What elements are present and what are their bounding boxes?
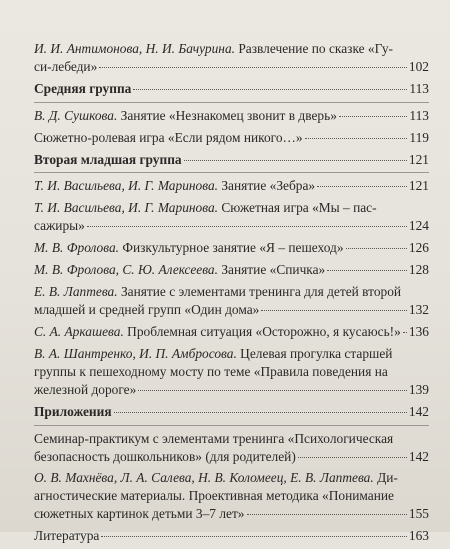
entry-text — [34, 301, 259, 319]
dot-leader — [138, 390, 407, 391]
section-title: Средняя группа — [34, 80, 132, 96]
toc-section — [34, 403, 429, 421]
toc-line — [34, 80, 429, 98]
page-number: 121 — [408, 151, 429, 167]
toc-line — [34, 301, 429, 319]
dot-leader — [87, 226, 407, 227]
dot-leader — [327, 270, 407, 271]
entry-title-part: группы к пешеходному мосту по теме «Правила поведения на — [34, 363, 388, 379]
page-number: 113 — [409, 80, 429, 96]
dot-leader — [247, 514, 407, 515]
entry-title-part: Физкультурное занятие «Я – пешеход» — [119, 240, 344, 256]
page-number: 142 — [408, 403, 429, 419]
toc-line — [34, 40, 429, 58]
entry-text — [34, 364, 388, 379]
entry-text — [34, 129, 303, 147]
entry-title-part: Семинар-практикум с элементами тренинга «Психологическая — [34, 430, 394, 446]
entry-author: В. А. Шантренко, И. П. Амбросова. — [34, 345, 237, 361]
toc-line — [34, 527, 429, 545]
page-number: 142 — [408, 448, 429, 464]
toc-line — [34, 345, 429, 363]
entry-title-part: Сюжетная игра «Мы – пас- — [218, 200, 377, 216]
page-number: 121 — [408, 178, 429, 194]
entry-text — [34, 505, 245, 523]
page-number: 155 — [408, 506, 429, 522]
toc-entry — [34, 430, 429, 466]
toc-line — [34, 487, 429, 505]
toc-line — [34, 129, 429, 147]
dot-leader — [261, 310, 407, 311]
entry-title-part: сюжетных картинок детьми 3–7 лет» — [34, 506, 245, 522]
entry-title-part: безопасность дошкольников» (для родителей) — [34, 448, 296, 464]
toc-entry — [34, 199, 429, 235]
toc-line — [34, 217, 429, 235]
section-title: Вторая младшая группа — [34, 151, 182, 167]
dot-leader — [133, 89, 407, 90]
page-number: 119 — [409, 129, 429, 145]
dot-leader — [317, 186, 407, 187]
entry-text — [34, 448, 296, 466]
entry-title-part: Занятие «Спичка» — [217, 262, 326, 278]
entry-title-part: Занятие «Зебра» — [218, 178, 316, 194]
toc-entry — [34, 107, 429, 125]
entry-text — [34, 323, 401, 341]
page-number: 136 — [408, 323, 429, 339]
page-number: 102 — [408, 59, 429, 74]
entry-text — [34, 527, 99, 545]
entry-text — [34, 177, 315, 195]
toc-entry — [34, 323, 429, 341]
toc-line — [34, 199, 429, 217]
page-number: 163 — [408, 528, 429, 544]
dot-leader — [305, 138, 408, 139]
entry-text — [34, 58, 97, 76]
entry-author: О. В. Махнёва, Л. А. Салева, Н. В. Коломеец, Е. В. Лаптева. — [34, 470, 374, 486]
toc-line — [34, 239, 429, 257]
toc-entry — [34, 177, 429, 195]
toc-entry — [34, 345, 429, 399]
dot-leader — [184, 160, 407, 161]
toc-entry — [34, 469, 429, 523]
entry-title-part: Сюжетно-ролевая игра «Если рядом никого…» — [34, 129, 303, 145]
page-number: 132 — [408, 302, 429, 318]
entry-text — [34, 217, 85, 235]
toc-entry — [34, 239, 429, 257]
entry-title-part: сажиры» — [34, 218, 85, 234]
dot-leader — [346, 248, 407, 249]
entry-author: М. В. Фролова, С. Ю. Алексеева. — [34, 262, 218, 278]
entry-text — [34, 488, 394, 503]
entry-text — [34, 431, 393, 446]
entry-text — [34, 470, 398, 485]
toc-line — [34, 323, 429, 341]
dot-leader — [99, 67, 407, 68]
toc-entry — [34, 40, 429, 76]
entry-author: М. В. Фролова. — [34, 240, 120, 256]
entry-title-part: Литература — [34, 528, 100, 544]
page-number: 113 — [409, 107, 429, 123]
page-number: 124 — [408, 218, 429, 234]
entry-title-part: си-лебеди» — [34, 59, 98, 74]
section-rule — [34, 172, 429, 173]
toc-entry — [34, 527, 429, 545]
toc-section — [34, 80, 429, 98]
dot-leader — [298, 457, 407, 458]
toc-line — [34, 177, 429, 195]
toc-line — [34, 58, 429, 76]
entry-title-part: Занятие с элементами тренинга для детей второй — [117, 284, 402, 300]
toc-entry — [34, 261, 429, 279]
entry-title-part: Развлечение по сказке «Гу- — [235, 41, 393, 56]
toc-section — [34, 151, 429, 169]
section-rule — [34, 102, 429, 103]
toc-line — [34, 403, 429, 421]
entry-author: Е. В. Лаптева. — [34, 284, 118, 300]
toc-line — [34, 261, 429, 279]
entry-text — [34, 381, 136, 399]
entry-author: В. Д. Сушкова. — [34, 107, 118, 123]
entry-title-part: Целевая прогулка старшей — [236, 345, 393, 361]
entry-text — [34, 346, 392, 361]
page-number: 128 — [408, 262, 429, 278]
entry-title-part: агностические материалы. Проективная методика «Понимание — [34, 488, 395, 504]
entry-title-part: железной дороге» — [34, 381, 137, 397]
table-of-contents — [34, 40, 429, 549]
toc-entry — [34, 283, 429, 319]
toc-entry — [34, 129, 429, 147]
entry-author: Т. И. Васильева, И. Г. Маринова. — [34, 178, 218, 194]
entry-text — [34, 41, 393, 56]
toc-line — [34, 469, 429, 487]
entry-title-part: Проблемная ситуация «Осторожно, я кусаюсь!» — [123, 323, 401, 339]
entry-title-part: Занятие «Незнакомец звонит в дверь» — [117, 107, 337, 123]
entry-text — [34, 239, 344, 257]
toc-line — [34, 151, 429, 169]
dot-leader — [101, 536, 407, 537]
entry-author: Т. И. Васильева, И. Г. Маринова. — [34, 200, 218, 216]
entry-title-part: Ди- — [373, 470, 398, 486]
toc-line — [34, 107, 429, 125]
dot-leader — [339, 116, 407, 117]
toc-line — [34, 381, 429, 399]
entry-text — [34, 107, 337, 125]
entry-title-part: младшей и средней групп «Один дома» — [34, 302, 260, 318]
toc-line — [34, 430, 429, 448]
entry-text — [34, 200, 377, 215]
toc-line — [34, 448, 429, 466]
section-rule — [34, 425, 429, 426]
toc-line — [34, 283, 429, 301]
toc-line — [34, 505, 429, 523]
entry-text — [34, 284, 401, 299]
dot-leader — [403, 332, 407, 333]
page-number: 139 — [408, 381, 429, 397]
entry-text — [34, 261, 325, 279]
toc-line — [34, 363, 429, 381]
page-number: 126 — [408, 240, 429, 256]
section-title: Приложения — [34, 403, 112, 419]
entry-author: И. И. Антимонова, Н. И. Бачурина. — [34, 41, 235, 56]
dot-leader — [114, 412, 407, 413]
entry-author: С. А. Аркашева. — [34, 323, 124, 339]
